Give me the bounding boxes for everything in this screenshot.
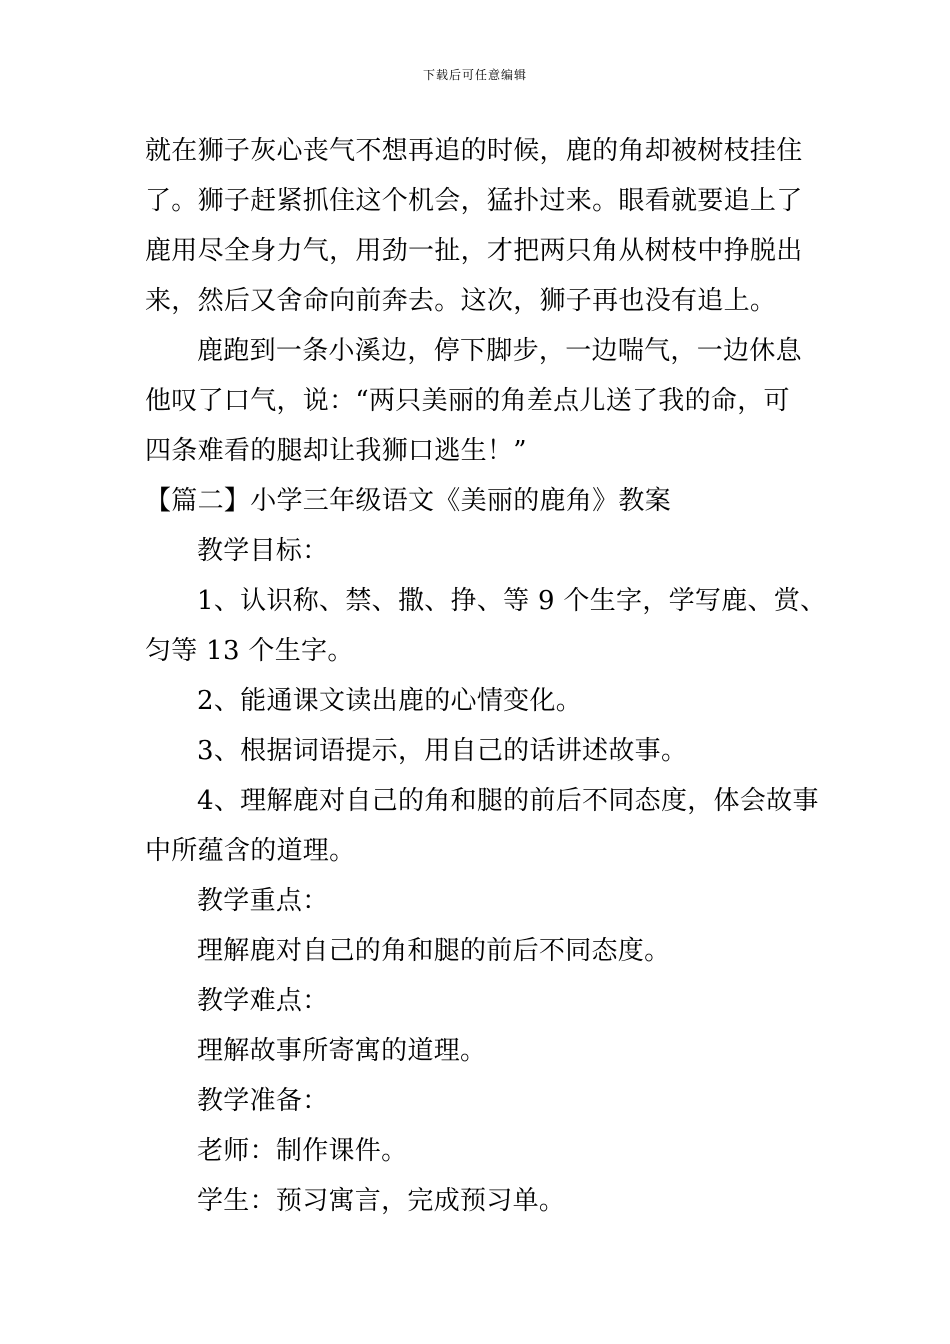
document-body bbox=[145, 126, 827, 1226]
text-line: 他叹了口气，说：“两只美丽的角差点儿送了我的命，可 bbox=[145, 386, 790, 416]
text-line: 理解鹿对自己的角和腿的前后不同态度。 bbox=[197, 936, 671, 966]
subheading-key-points: 教学重点： bbox=[197, 886, 329, 916]
list-item: 1、认识称、禁、撒、挣、等 9 个生字，学写鹿、赏、 bbox=[197, 586, 827, 616]
text-line: 鹿用尽全身力气，用劲一扯，才把两只角从树枝中挣脱出 bbox=[145, 236, 803, 266]
text-line: 老师：制作课件。 bbox=[197, 1136, 408, 1166]
subheading-objectives: 教学目标： bbox=[197, 536, 329, 566]
text-line: 来，然后又舍命向前奔去。这次，狮子再也没有追上。 bbox=[145, 286, 777, 316]
section-heading: 【篇二】小学三年级语文《美丽的鹿角》教案 bbox=[145, 486, 672, 516]
text-line: 匀等 13 个生字。 bbox=[145, 636, 354, 666]
subheading-preparation: 教学准备： bbox=[197, 1086, 329, 1116]
header-note: 下载后可任意编辑 bbox=[422, 68, 527, 82]
list-item: 4、理解鹿对自己的角和腿的前后不同态度，体会故事 bbox=[197, 786, 819, 816]
text-line: 就在狮子灰心丧气不想再追的时候，鹿的角却被树枝挂住 bbox=[145, 136, 803, 166]
text-line: 理解故事所寄寓的道理。 bbox=[197, 1036, 487, 1066]
subheading-difficulties: 教学难点： bbox=[197, 986, 329, 1016]
text-line: 四条难看的腿却让我狮口逃生！” bbox=[145, 436, 527, 466]
text-line: 了。狮子赶紧抓住这个机会，猛扑过来。眼看就要追上了 bbox=[145, 186, 803, 216]
text-line: 中所蕴含的道理。 bbox=[145, 836, 356, 866]
text-line: 学生：预习寓言，完成预习单。 bbox=[197, 1186, 566, 1216]
list-item: 3、根据词语提示，用自己的话讲述故事。 bbox=[197, 736, 688, 766]
text-line: 鹿跑到一条小溪边，停下脚步，一边喘气，一边休息 bbox=[197, 336, 802, 366]
list-item: 2、能通课文读出鹿的心情变化。 bbox=[197, 686, 583, 716]
